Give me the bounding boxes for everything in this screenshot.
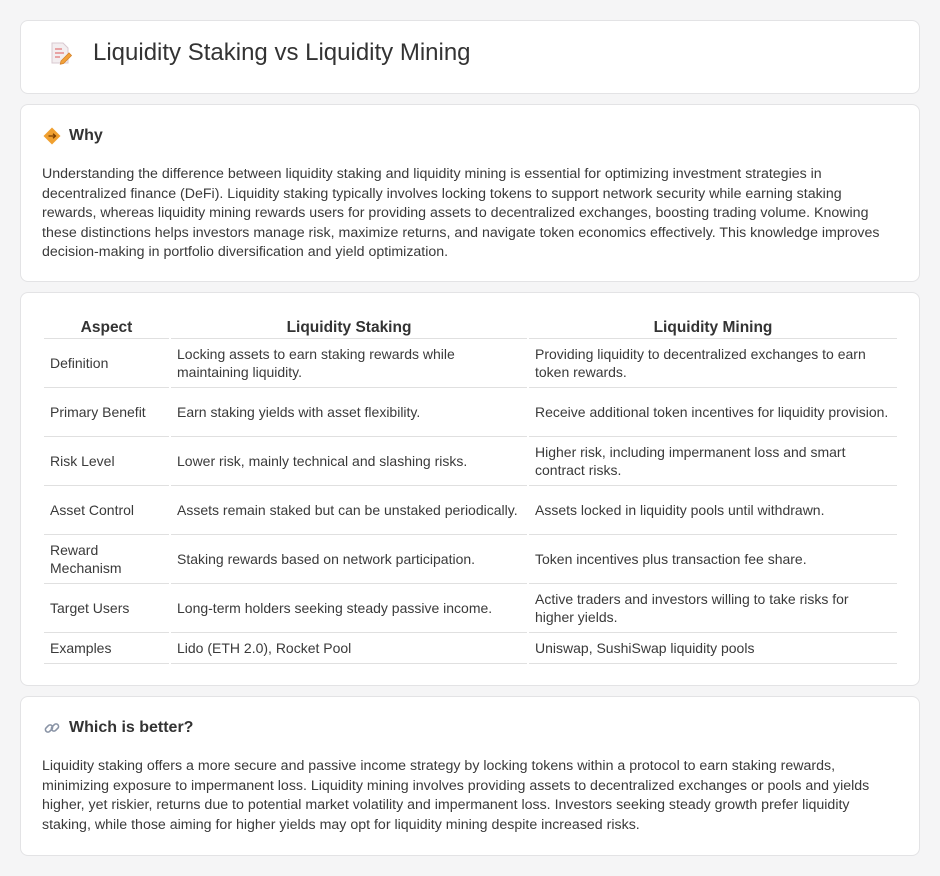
header-liquidity-staking: Liquidity Staking [171,315,527,339]
cell-mining: Uniswap, SushiSwap liquidity pools [529,633,897,664]
cell-staking: Lower risk, mainly technical and slashing risks. [171,437,527,486]
link-icon [43,719,61,737]
table-row [44,535,897,584]
document-edit-icon [47,40,73,66]
cell-mining: Token incentives plus transaction fee share. [529,535,897,584]
cell-aspect: Target Users [44,584,169,633]
cell-staking: Lido (ETH 2.0), Rocket Pool [171,633,527,664]
cell-mining: Active traders and investors willing to take risks for higher yields. [529,584,897,633]
table-row [44,437,897,486]
cell-staking: Long-term holders seeking steady passive income. [171,584,527,633]
cell-aspect: Asset Control [44,486,169,535]
table-row [44,584,897,633]
better-heading-row [43,719,193,737]
cell-aspect: Definition [44,339,169,388]
better-body: Liquidity staking offers a more secure and passive income strategy by locking tokens within a protocol to earn staking rewards, minimizing exposure to impermanent loss. Liquidity mining involves providing assets to decentralized exchanges or pools and yields higher, yet riskier, returns due to potential market volatility and impermanent loss. Investors seeking steady growth prefer liquidity staking, while those aiming for higher yields may opt for liquidity mining despite increased risks. [42,758,870,833]
cell-aspect: Risk Level [44,437,169,486]
cell-mining: Assets locked in liquidity pools until withdrawn. [529,486,897,535]
cell-staking: Earn staking yields with asset flexibility. [171,388,527,437]
title-card [20,20,920,94]
table-row [44,339,897,388]
diamond-arrows-icon [43,127,61,145]
header-aspect: Aspect [44,315,169,339]
cell-aspect: Examples [44,633,169,664]
cell-staking: Locking assets to earn staking rewards while maintaining liquidity. [171,339,527,388]
comparison-table [42,315,899,664]
why-heading: Why [69,127,103,144]
why-body: Understanding the difference between liquidity staking and liquidity mining is essential for optimizing investment strategies in decentralized finance (DeFi). Liquidity staking typically involves locking tokens to support network security while earning staking rewards, whereas liquidity mining rewards users for providing assets to decentralized exchanges, boosting trading volume. Knowing these distinctions helps investors manage risk, maximize returns, and navigate token economics effectively. This knowledge improves decision-making in portfolio diversification and yield optimization. [42,166,880,261]
why-heading-row [43,127,103,145]
which-is-better-section [20,696,920,856]
title-row [47,39,471,67]
better-heading: Which is better? [69,719,194,736]
header-liquidity-mining: Liquidity Mining [529,315,897,339]
cell-aspect: Reward Mechanism [44,535,169,584]
comparison-section [20,292,920,686]
table-row [44,388,897,437]
cell-mining: Higher risk, including impermanent loss and smart contract risks. [529,437,897,486]
cell-staking: Staking rewards based on network participation. [171,535,527,584]
page-title: Liquidity Staking vs Liquidity Mining [93,39,471,66]
cell-mining: Receive additional token incentives for liquidity provision. [529,388,897,437]
cell-mining: Providing liquidity to decentralized exchanges to earn token rewards. [529,339,897,388]
cell-aspect: Primary Benefit [44,388,169,437]
table-row [44,633,897,664]
table-header-row [44,315,897,339]
cell-staking: Assets remain staked but can be unstaked periodically. [171,486,527,535]
table-row [44,486,897,535]
why-section [20,104,920,282]
